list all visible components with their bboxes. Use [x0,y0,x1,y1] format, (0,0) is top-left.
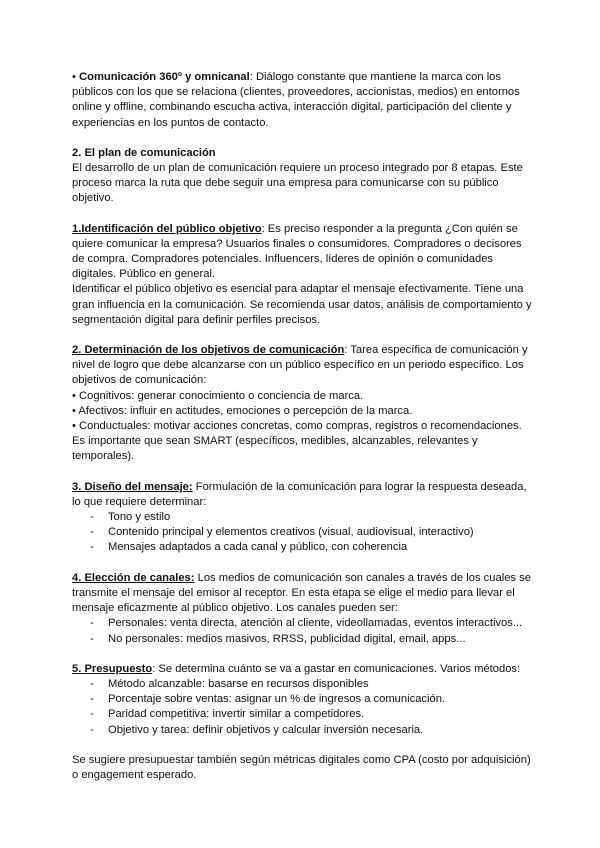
step-1-heading: 1.Identificación del público objetivo [72,222,262,235]
section-heading: 2. El plan de comunicación [72,146,216,159]
step-3-text: Formulación de la comunicación para lograr la respuesta deseada, lo que requiere determinar: [72,480,527,508]
list-item: - Mensajes adaptados a cada canal y público, con coherencia [72,540,532,555]
list-item: - Contenido principal y elementos creativos (visual, audiovisual, interactivo) [72,525,532,540]
step-5-text: : Se determina cuánto se va a gastar en comunicaciones. Varios métodos: [152,662,521,675]
step-2-bullet: • Afectivos: influir en actitudes, emociones o percepción de la marca. [72,404,413,417]
list-item: - Método alcanzable: basarse en recursos disponibles [72,677,532,692]
step-1-extra: Identificar el público objetivo es esencial para adaptar el mensaje efectivamente. Tiene una gran influencia en la comunicación. Se recomienda usar datos, análisis de comportamiento y segmentación digital para definir perfiles precisos. [72,283,532,326]
step-2-text: : Tarea específica de comunicación y nivel de logro que debe alcanzarse con un público específico en un periodo específico. Los objetivos de comunicación: [72,344,528,387]
list-item: - No personales: medios masivos, RRSS, publicidad digital, email, apps... [72,632,532,647]
intro-paragraph [72,70,532,131]
step-4-text: Los medios de comunicación son canales a través de los cuales se transmite el mensaje del emisor al receptor. En esta etapa se elige el medio para llevar el mensaje eficazmente al público objetivo. Los canales pueden ser: [72,571,531,615]
step-2-paragraph [72,343,532,389]
intro-heading: Comunicación 360º y omnicanal [79,71,250,83]
list-item: - Porcentaje sobre ventas: asignar un % de ingresos a comunicación. [72,692,532,707]
step-1-text: : Es preciso responder a la pregunta ¿Con quién se quiere comunicar la empresa? Usuarios finales o consumidores. Compradores o decisores de compra. Compradores potenciales. Influencers, líderes de opinión o comunidades digitales. Público en general. [72,222,522,281]
step-5-paragraph [72,662,532,677]
step-2-extra: Es importante que sean SMART (específicos, medibles, alcanzables, relevantes y temporales). [72,435,478,463]
list-item: - Paridad competitiva: invertir similar a competidores. [72,707,532,722]
step-2-bullet: • Cognitivos: generar conocimiento o conciencia de marca. [72,389,364,402]
step-4-paragraph [72,571,532,617]
step-2-bullet: • Conductuales: motivar acciones concretas, como compras, registros o recomendaciones. [72,420,522,433]
intro-text: : Diálogo constante que mantiene la marca con los públicos con los que se relaciona (clientes, proveedores, accionistas, medios) en entornos online y offline, combinando escucha activa, interacción digital, participación del cliente y experiencias en los puntos de contacto. [72,71,520,129]
document-page [72,70,532,783]
step-3-heading: 3. Diseño del mensaje: [72,480,193,493]
list-item: - Personales: venta directa, atención al cliente, videollamadas, eventos interactivos... [72,616,532,631]
list-item: - Objetivo y tarea: definir objetivos y calcular inversión necesaria. [72,723,532,738]
step-5-heading: 5. Presupuesto [72,662,153,675]
step-3-paragraph [72,480,532,510]
step-1-paragraph [72,222,532,283]
closing-paragraph: Se sugiere presupuestar también según métricas digitales como CPA (costo por adquisición) o engagement esperado. [72,753,531,781]
section-body: El desarrollo de un plan de comunicación requiere un proceso integrado por 8 etapas. Este proceso marca la ruta que debe seguir una empresa para comunicarse con su público objetivo. [72,162,523,205]
list-item: - Tono y estilo [72,510,532,525]
step-4-heading: 4. Elección de canales: [72,571,195,584]
step-2-heading: 2. Determinación de los objetivos de comunicación [72,344,345,357]
bullet-glyph: • [72,71,76,83]
